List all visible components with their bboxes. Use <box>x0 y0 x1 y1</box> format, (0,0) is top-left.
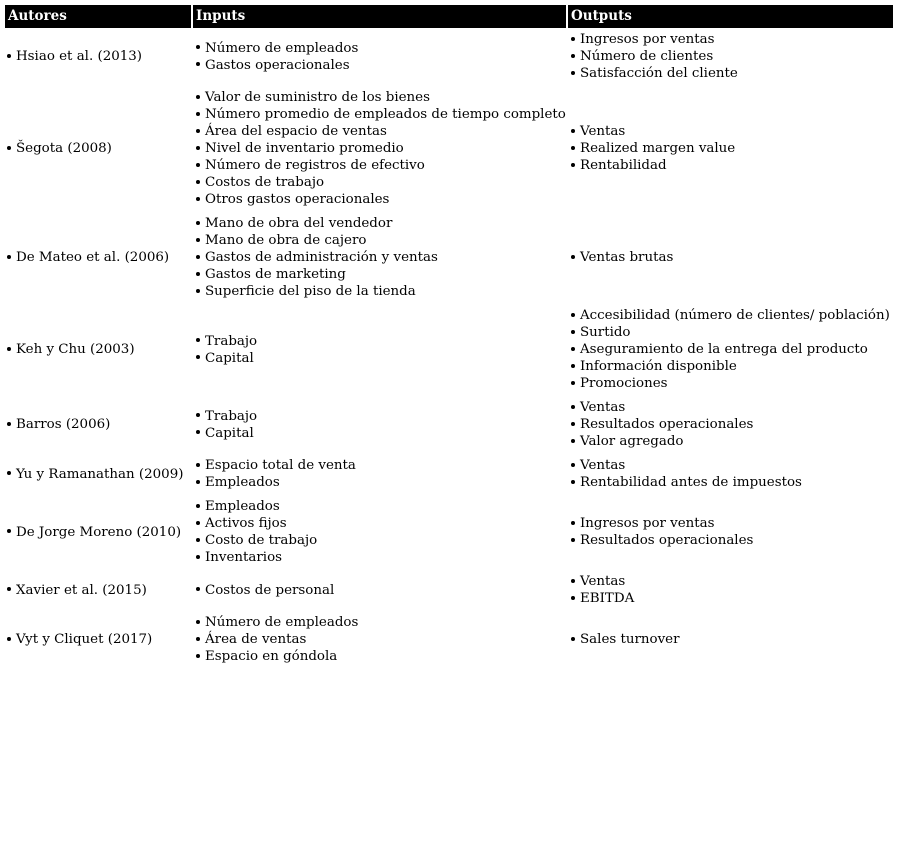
list-item <box>7 48 193 65</box>
list-item-text: Empleados <box>205 475 280 490</box>
list-item <box>7 582 193 599</box>
bullet-icon <box>571 422 575 426</box>
bullet-icon <box>571 37 575 41</box>
list-item-text: Vyt y Cliquet (2017) <box>16 632 153 647</box>
list-item <box>196 474 568 491</box>
list-item-text: Xavier et al. (2015) <box>16 582 147 598</box>
bullet-icon <box>571 71 575 75</box>
bullet-icon <box>7 529 11 533</box>
table-body <box>5 28 893 669</box>
list-item-text: EBITDA <box>580 591 635 606</box>
list-item-text: Activos fijos <box>205 516 287 531</box>
list-item <box>196 582 568 599</box>
bullet-icon <box>196 62 200 66</box>
list-item-text: Mano de obra de cajero <box>205 233 367 248</box>
list-item <box>196 648 568 665</box>
list-item-text: Šegota (2008) <box>16 141 112 156</box>
list-item-text: Ventas <box>580 400 626 415</box>
bullet-icon <box>571 538 575 542</box>
bullet-icon <box>196 620 200 624</box>
list-item-text: Capital <box>205 350 254 366</box>
list-item <box>196 191 568 208</box>
bullet-icon <box>7 587 11 591</box>
bullet-icon <box>196 538 200 542</box>
bullet-icon <box>196 521 200 525</box>
author-cell <box>5 524 193 541</box>
list-item-text: Nivel de inventario promedio <box>205 141 404 156</box>
list-item-text: Capital <box>205 425 254 441</box>
bullet-icon <box>7 637 11 641</box>
bullet-icon <box>196 163 200 167</box>
bullet-icon <box>196 555 200 559</box>
list-item <box>196 350 568 367</box>
bullet-icon <box>571 330 575 334</box>
list-item <box>196 174 568 191</box>
author-cell <box>5 341 193 358</box>
bullet-icon <box>571 439 575 443</box>
bullet-icon <box>196 238 200 242</box>
inputs-cell <box>193 614 568 665</box>
list-item-text: Valor agregado <box>580 434 684 449</box>
bullet-icon <box>571 381 575 385</box>
list-item-text: Valor de suministro de los bienes <box>205 90 430 105</box>
list-item <box>196 215 568 232</box>
list-item-text: Área de ventas <box>205 632 307 647</box>
list-item <box>571 249 893 266</box>
table-row <box>5 570 893 611</box>
list-item-text: Costos de trabajo <box>205 175 325 190</box>
outputs-cell <box>568 249 893 266</box>
list-item <box>196 266 568 283</box>
list-item-text: De Mateo et al. (2006) <box>16 250 170 265</box>
list-item-text: Área del espacio de ventas <box>205 124 387 139</box>
list-item-text: Número de registros de efectivo <box>205 158 425 173</box>
list-item-text: Espacio total de venta <box>205 458 356 473</box>
list-item-text: Trabajo <box>205 333 258 349</box>
list-item <box>571 631 893 648</box>
bullet-icon <box>571 146 575 150</box>
bullet-icon <box>196 480 200 484</box>
list-item <box>571 515 893 532</box>
list-item-text: Superficie del piso de la tienda <box>205 284 416 299</box>
list-item <box>196 249 568 266</box>
bullet-icon <box>196 221 200 225</box>
list-item-text: Surtido <box>580 325 631 340</box>
bullet-icon <box>7 146 11 150</box>
bullet-icon <box>571 480 575 484</box>
list-item-text: Accesibilidad (número de clientes/ población) <box>580 308 890 323</box>
author-cell <box>5 631 193 648</box>
author-cell <box>5 582 193 599</box>
bullet-icon <box>7 347 11 351</box>
inputs-cell <box>193 498 568 566</box>
list-item-text: Aseguramiento de la entrega del producto <box>580 342 868 357</box>
bullet-icon <box>196 95 200 99</box>
list-item-text: De Jorge Moreno (2010) <box>16 524 182 540</box>
list-item-text: Gastos de administración y ventas <box>205 250 438 265</box>
list-item <box>196 532 568 549</box>
list-item-text: Realized margen value <box>580 141 736 156</box>
table-row <box>5 304 893 396</box>
list-item <box>571 457 893 474</box>
table-row <box>5 454 893 495</box>
bullet-icon <box>196 654 200 658</box>
list-item-text: Ventas <box>580 458 626 473</box>
list-item <box>196 40 568 57</box>
list-item <box>196 631 568 648</box>
outputs-cell <box>568 457 893 491</box>
list-item <box>571 65 893 82</box>
list-item <box>196 157 568 174</box>
bullet-icon <box>196 255 200 259</box>
inputs-cell <box>193 89 568 208</box>
list-item <box>7 524 193 541</box>
list-item <box>196 57 568 74</box>
list-item <box>571 307 893 324</box>
list-item-text: Keh y Chu (2003) <box>16 342 135 357</box>
list-item <box>196 140 568 157</box>
outputs-cell <box>568 399 893 450</box>
list-item <box>196 89 568 106</box>
bullet-icon <box>571 364 575 368</box>
list-item-text: Número de empleados <box>205 615 359 630</box>
bullet-icon <box>196 355 200 359</box>
inputs-cell <box>193 40 568 74</box>
list-item <box>571 532 893 549</box>
literature-table <box>5 5 893 669</box>
bullet-icon <box>571 596 575 600</box>
outputs-cell <box>568 515 893 549</box>
list-item-text: Yu y Ramanathan (2009) <box>16 466 184 482</box>
table-row <box>5 86 893 212</box>
outputs-cell <box>568 123 893 174</box>
list-item-text: Número de empleados <box>205 40 359 56</box>
bullet-icon <box>196 413 200 417</box>
bullet-icon <box>7 471 11 475</box>
list-item <box>571 140 893 157</box>
bullet-icon <box>196 338 200 342</box>
list-item-text: Número promedio de empleados de tiempo completo <box>205 107 566 122</box>
bullet-icon <box>571 521 575 525</box>
list-item <box>196 515 568 532</box>
outputs-cell <box>568 31 893 82</box>
bullet-icon <box>571 54 575 58</box>
table-header <box>5 5 893 28</box>
header-outputs: Outputs <box>568 5 893 28</box>
list-item-text: Otros gastos operacionales <box>205 192 390 207</box>
list-item-text: Ingresos por ventas <box>580 516 715 531</box>
list-item-text: Trabajo <box>205 408 258 424</box>
bullet-icon <box>7 422 11 426</box>
list-item <box>571 157 893 174</box>
list-item-text: Número de clientes <box>580 49 714 64</box>
list-item <box>7 466 193 483</box>
list-item <box>196 106 568 123</box>
bullet-icon <box>196 463 200 467</box>
bullet-icon <box>196 197 200 201</box>
list-item <box>7 249 193 266</box>
inputs-cell <box>193 215 568 300</box>
list-item-text: Satisfacción del cliente <box>580 66 738 81</box>
outputs-cell <box>568 573 893 607</box>
list-item <box>196 408 568 425</box>
list-item <box>571 399 893 416</box>
list-item-text: Sales turnover <box>580 632 680 647</box>
list-item-text: Información disponible <box>580 359 737 374</box>
bullet-icon <box>196 272 200 276</box>
bullet-icon <box>571 313 575 317</box>
list-item <box>571 573 893 590</box>
bullet-icon <box>571 255 575 259</box>
list-item <box>571 324 893 341</box>
list-item-text: Promociones <box>580 376 668 391</box>
list-item-text: Resultados operacionales <box>580 417 754 432</box>
table-row <box>5 611 893 669</box>
list-item <box>571 48 893 65</box>
list-item-text: Gastos operacionales <box>205 57 350 73</box>
list-item <box>196 232 568 249</box>
table-row <box>5 396 893 454</box>
author-cell <box>5 466 193 483</box>
list-item <box>196 123 568 140</box>
inputs-cell <box>193 408 568 442</box>
bullet-icon <box>196 180 200 184</box>
table-row <box>5 28 893 86</box>
list-item-text: Resultados operacionales <box>580 533 754 548</box>
table-row <box>5 212 893 304</box>
list-item-text: Ventas <box>580 574 626 589</box>
author-cell <box>5 249 193 266</box>
list-item-text: Gastos de marketing <box>205 267 346 282</box>
author-cell <box>5 140 193 157</box>
bullet-icon <box>196 146 200 150</box>
list-item-text: Ventas <box>580 124 626 139</box>
list-item <box>571 341 893 358</box>
list-item <box>571 433 893 450</box>
bullet-icon <box>7 54 11 58</box>
inputs-cell <box>193 582 568 599</box>
bullet-icon <box>196 112 200 116</box>
list-item-text: Hsiao et al. (2013) <box>16 49 143 64</box>
list-item <box>7 416 193 433</box>
list-item <box>571 123 893 140</box>
list-item <box>196 614 568 631</box>
bullet-icon <box>196 289 200 293</box>
outputs-cell <box>568 307 893 392</box>
list-item-text: Barros (2006) <box>16 417 111 432</box>
author-cell <box>5 48 193 65</box>
list-item-text: Empleados <box>205 499 280 514</box>
list-item <box>7 140 193 157</box>
list-item-text: Rentabilidad antes de impuestos <box>580 475 802 490</box>
list-item-text: Ingresos por ventas <box>580 32 715 47</box>
list-item-text: Mano de obra del vendedor <box>205 216 393 231</box>
list-item-text: Rentabilidad <box>580 158 667 173</box>
list-item <box>571 416 893 433</box>
bullet-icon <box>571 637 575 641</box>
bullet-icon <box>571 405 575 409</box>
inputs-cell <box>193 457 568 491</box>
list-item <box>196 283 568 300</box>
list-item <box>571 358 893 375</box>
list-item <box>196 425 568 442</box>
list-item <box>7 631 193 648</box>
table-row <box>5 495 893 570</box>
bullet-icon <box>196 504 200 508</box>
bullet-icon <box>196 637 200 641</box>
list-item-text: Espacio en góndola <box>205 649 338 664</box>
list-item <box>196 498 568 515</box>
bullet-icon <box>196 587 200 591</box>
list-item-text: Costo de trabajo <box>205 533 318 548</box>
bullet-icon <box>196 430 200 434</box>
header-inputs: Inputs <box>193 5 568 28</box>
list-item <box>7 341 193 358</box>
list-item <box>196 457 568 474</box>
inputs-cell <box>193 333 568 367</box>
bullet-icon <box>571 463 575 467</box>
bullet-icon <box>7 255 11 259</box>
list-item <box>571 590 893 607</box>
list-item <box>196 549 568 566</box>
header-autores: Autores <box>5 5 193 28</box>
bullet-icon <box>196 45 200 49</box>
bullet-icon <box>571 129 575 133</box>
list-item <box>571 375 893 392</box>
list-item <box>571 31 893 48</box>
bullet-icon <box>571 163 575 167</box>
bullet-icon <box>196 129 200 133</box>
author-cell <box>5 416 193 433</box>
list-item <box>571 474 893 491</box>
list-item-text: Ventas brutas <box>580 250 674 265</box>
list-item-text: Costos de personal <box>205 582 335 598</box>
outputs-cell <box>568 631 893 648</box>
bullet-icon <box>571 579 575 583</box>
list-item-text: Inventarios <box>205 550 283 565</box>
list-item <box>196 333 568 350</box>
bullet-icon <box>571 347 575 351</box>
